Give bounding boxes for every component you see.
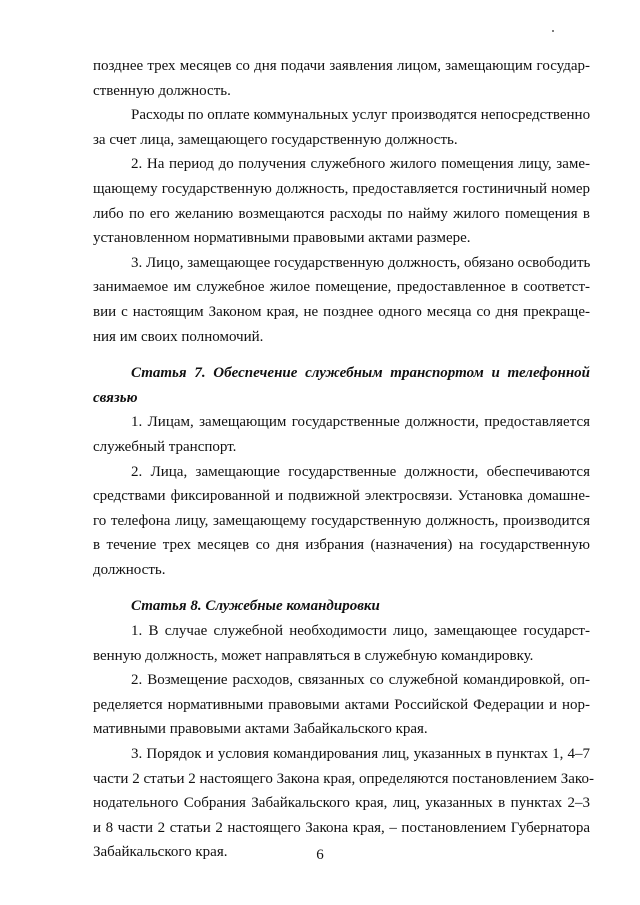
article-8-heading — [93, 594, 590, 619]
text-line: ределяется нормативными правовыми актами Российской Федерации и нор- — [93, 696, 590, 713]
text-line: Забайкальского края. — [93, 844, 228, 861]
text-line: установленном нормативными правовыми актами размере. — [93, 230, 471, 247]
text-line: либо по его желанию возмещаются расходы по найму жилого помещения в — [93, 205, 590, 222]
text-line: вии с настоящим Законом края, не позднее одного месяца со дня прекраще- — [93, 303, 590, 320]
paragraph-utilities — [93, 103, 590, 152]
text-line: щающему государственную должность, предоставляется гостиничный номер — [93, 180, 590, 197]
paragraph-article-8-item-2 — [93, 668, 590, 742]
paragraph-item-2-hotel — [93, 152, 590, 250]
text-line: за счет лица, замещающего государственную должность. — [93, 131, 458, 148]
text-line: нодательного Собрания Забайкальского края, лиц, указанных в пунктах 2–3 — [93, 795, 590, 812]
document-body — [93, 54, 594, 865]
text-line: 2. На период до получения служебного жилого помещения лицу, заме- — [131, 156, 590, 173]
heading-line: связью — [93, 389, 138, 406]
text-line: ния им своих полномочий. — [93, 328, 264, 345]
text-line: служебный транспорт. — [93, 438, 237, 455]
paragraph-continuation — [93, 54, 590, 103]
scan-speck — [552, 30, 554, 32]
text-line: занимаемое им служебное жилое помещение, предоставленное в соответст- — [93, 279, 590, 296]
article-7-heading — [93, 361, 590, 410]
text-line: венную должность, может направляться в служебную командировку. — [93, 647, 534, 664]
text-line: и 8 части 2 статьи 2 настоящего Закона края, – постановлением Губернатора — [93, 819, 590, 836]
text-line: позднее трех месяцев со дня подачи заявления лицом, замещающим государ- — [93, 58, 590, 74]
heading-line: Статья 7. Обеспечение служебным транспортом и телефонной — [131, 365, 590, 382]
text-line: 2. Возмещение расходов, связанных со служебной командировкой, оп- — [131, 672, 590, 689]
paragraph-article-8-item-1 — [93, 619, 590, 668]
paragraph-article-7-item-1 — [93, 410, 590, 459]
paragraph-article-7-item-2 — [93, 460, 590, 583]
text-line: го телефона лицу, замещающему государственную должность, производится — [93, 512, 590, 529]
text-line: ственную должность. — [93, 82, 231, 99]
text-line: 1. В случае служебной необходимости лицо, замещающее государст- — [131, 623, 590, 640]
text-line: 2. Лица, замещающие государственные должности, обеспечиваются — [131, 463, 590, 480]
page-number: 6 — [316, 847, 324, 863]
text-line: Расходы по оплате коммунальных услуг производятся непосредственно — [131, 107, 591, 124]
heading-line: Статья 8. Служебные командировки — [131, 598, 380, 615]
text-line: 3. Порядок и условия командирования лиц, указанных в пунктах 1, 4–7 — [131, 746, 590, 763]
paragraph-item-3-vacate — [93, 251, 590, 349]
text-line: 3. Лицо, замещающее государственную должность, обязано освободить — [131, 254, 591, 271]
text-line: 1. Лицам, замещающим государственные должности, предоставляется — [131, 414, 590, 431]
text-line: в течение трех месяцев со дня избрания (назначения) на государственную — [93, 537, 590, 554]
text-line: должность. — [93, 561, 166, 578]
text-line: средствами фиксированной и подвижной электросвязи. Установка домашне- — [93, 488, 590, 505]
text-line: мативными правовыми актами Забайкальского края. — [93, 721, 428, 738]
text-line: части 2 статьи 2 настоящего Закона края, определяются постановлением Зако- — [93, 770, 594, 787]
